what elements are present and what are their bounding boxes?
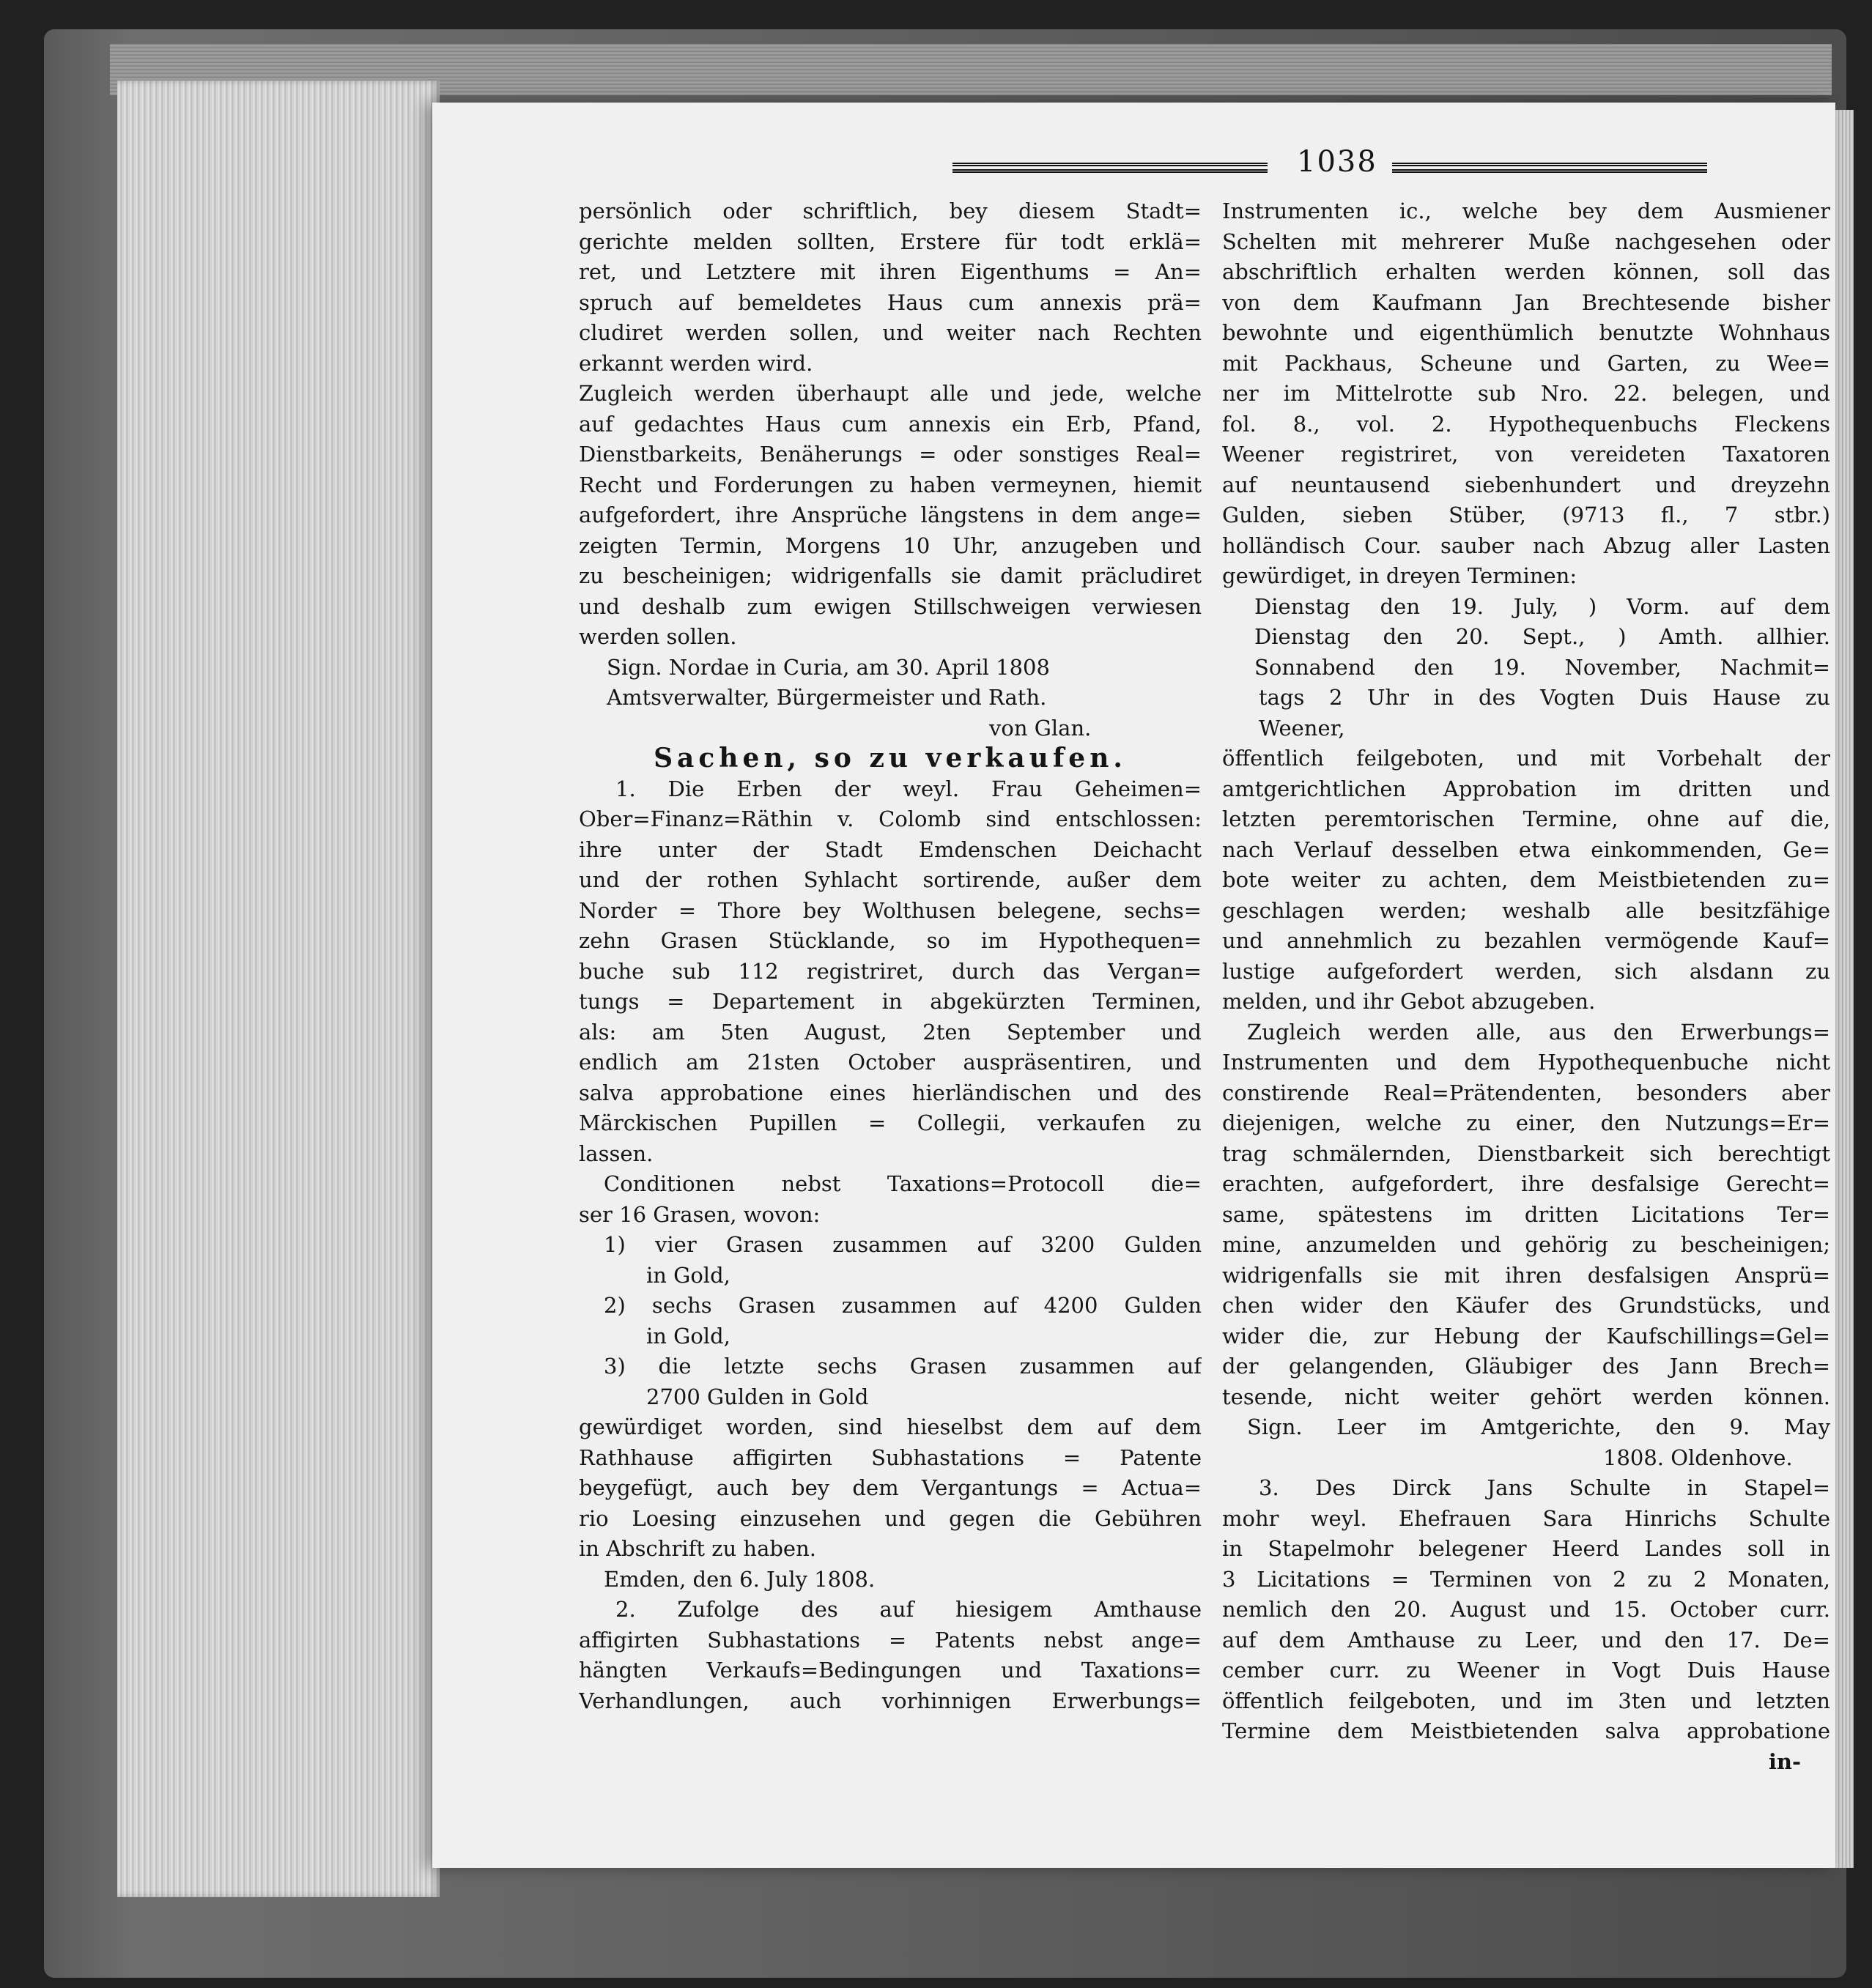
page-header <box>952 145 1817 189</box>
left-column-line: Emden, den 6. July 1808. <box>604 1566 876 1592</box>
right-column-line: widrigenfalls sie mit ihren desfalsigen Ansprü= <box>1222 1262 1830 1288</box>
right-column-line: tesende, nicht weiter gehört werden können. <box>1222 1384 1830 1409</box>
right-column-line: chen wider den Käufer des Grundstücks, und <box>1222 1293 1830 1318</box>
left-column-line: 3) die letzte sechs Grasen zusammen auf <box>604 1354 1202 1379</box>
left-column-line: lassen. <box>579 1140 654 1166</box>
right-column-line: Zugleich werden alle, aus den Erwerbungs= <box>1247 1019 1830 1045</box>
left-column-line: in Gold, <box>646 1262 730 1288</box>
page-number: 1038 <box>1297 145 1377 179</box>
left-column-line: affigirten Subhastations = Patents nebst ange= <box>579 1627 1202 1653</box>
right-column-line: Instrumenten und dem Hypothequenbuche nicht <box>1222 1050 1830 1075</box>
right-column-line: fol. 8., vol. 2. Hypothequenbuchs Fleckens <box>1222 411 1830 437</box>
right-column-line: lustige aufgefordert werden, sich alsdann zu <box>1222 958 1830 984</box>
left-column-line: Sign. Nordae in Curia, am 30. April 1808 <box>607 654 1050 680</box>
right-column-line: trag schmälernden, Dienstbarkeit sich berechtigt <box>1222 1140 1830 1166</box>
right-column-line: gewürdiget, in dreyen Terminen: <box>1222 563 1577 588</box>
left-column-line: zeigten Termin, Morgens 10 Uhr, anzugeben und <box>579 533 1202 558</box>
page-edges-left <box>117 81 440 1897</box>
left-column-line: Märckischen Pupillen = Collegii, verkaufen zu <box>579 1110 1202 1135</box>
right-column-line: constirende Real=Prätendenten, besonders aber <box>1222 1080 1830 1105</box>
right-column-line: auf neuntausend siebenhundert und dreyzehn <box>1222 472 1830 497</box>
right-column-line: auf dem Amthause zu Leer, und den 17. De= <box>1222 1627 1830 1653</box>
left-column-line: als: am 5ten August, 2ten September und <box>579 1019 1202 1045</box>
right-column-line: abschriftlich erhalten werden können, soll das <box>1222 259 1830 284</box>
left-column-line: ser 16 Grasen, wovon: <box>579 1201 821 1227</box>
right-column-line: holländisch Cour. sauber nach Abzug aller Lasten <box>1222 533 1830 558</box>
right-column <box>1222 196 1830 1777</box>
left-column-line: cludiret werden sollen, und weiter nach Rechten <box>579 320 1202 345</box>
right-column-line: Dienstag den 19. July, ) Vorm. auf dem <box>1254 593 1830 619</box>
right-column-line: wider die, zur Hebung der Kaufschillings=Gel= <box>1222 1323 1830 1349</box>
left-column-line: Dienstbarkeits, Benäherungs = oder sonstiges Real= <box>579 442 1202 467</box>
right-column-line: öffentlich feilgeboten, und im 3ten und letzten <box>1222 1688 1830 1713</box>
right-column-line: Schelten mit mehrerer Muße nachgesehen oder <box>1222 229 1830 254</box>
left-column-line: hängten Verkaufs=Bedingungen und Taxations= <box>579 1658 1202 1683</box>
right-column-line: Sonnabend den 19. November, Nachmit= <box>1254 654 1830 680</box>
right-column-line: tags 2 Uhr in des Vogten Duis Hause zu <box>1259 685 1830 710</box>
right-column-line: Termine dem Meistbietenden salva approbatione <box>1222 1718 1830 1743</box>
right-column-line: öffentlich feilgeboten, und mit Vorbehalt der <box>1222 746 1830 771</box>
left-column-line: von Glan. <box>989 715 1092 741</box>
left-column-line: werden sollen. <box>579 624 737 649</box>
right-column-line: Instrumenten ic., welche bey dem Ausmiener <box>1222 199 1830 223</box>
left-column-line: Rathhause affigirten Subhastations = Patente <box>579 1444 1202 1470</box>
left-column-line: beygefügt, auch bey dem Vergantungs = Actua= <box>579 1475 1202 1500</box>
left-column-line: erkannt werden wird. <box>579 350 813 376</box>
left-column-line: salva approbatione eines hierländischen und des <box>579 1080 1202 1105</box>
right-column-line: in Stapelmohr belegener Heerd Landes soll in <box>1222 1536 1830 1561</box>
left-column-line: persönlich oder schriftlich, bey diesem Stadt= <box>579 199 1202 223</box>
catchword: in- <box>1768 1748 1801 1774</box>
left-column-line: tungs = Departement in abgekürzten Terminen, <box>579 989 1202 1014</box>
right-column-line: Sign. Leer im Amtgerichte, den 9. May <box>1247 1414 1830 1439</box>
left-column-line: und der rothen Syhlacht sortirende, außer dem <box>579 867 1202 892</box>
left-column-line: Verhandlungen, auch vorhinnigen Erwerbungs= <box>579 1688 1202 1713</box>
printed-page <box>432 103 1835 1868</box>
right-column-line: geschlagen werden; weshalb alle besitzfähige <box>1222 897 1830 923</box>
right-column-line: Weener, <box>1259 715 1345 741</box>
right-column-line: 1808. Oldenhove. <box>1603 1444 1793 1470</box>
left-column-line: Zugleich werden überhaupt alle und jede, welche <box>579 381 1202 406</box>
left-column-line: endlich am 21sten October auspräsentiren, und <box>579 1050 1202 1075</box>
right-column-line: Weener registriret, von vereideten Taxatoren <box>1222 442 1830 467</box>
right-column-line: nemlich den 20. August und 15. October curr. <box>1222 1597 1830 1622</box>
right-column-line: mohr weyl. Ehefrauen Sara Hinrichs Schulte <box>1222 1505 1830 1531</box>
left-column <box>579 196 1202 1716</box>
left-column-line: Recht und Forderungen zu haben vermeynen, hiemit <box>579 472 1202 497</box>
right-column-line: Dienstag den 20. Sept., ) Amth. allhier. <box>1254 624 1830 649</box>
header-rule-left <box>952 163 1268 173</box>
right-column-line: bote weiter zu achten, dem Meistbietenden zu= <box>1222 867 1830 892</box>
left-column-line: buche sub 112 registriret, durch das Vergan= <box>579 958 1202 984</box>
right-column-line: erachten, aufgefordert, ihre desfalsige Gerecht= <box>1222 1171 1830 1196</box>
left-column-line: rio Loesing einzusehen und gegen die Gebühren <box>579 1505 1202 1531</box>
left-column-line: in Abschrift zu haben. <box>579 1536 816 1561</box>
left-column-line: gerichte melden sollten, Erstere für todt erklä= <box>579 229 1202 254</box>
left-column-line: in Gold, <box>646 1323 730 1349</box>
left-column-line: zu bescheinigen; widrigenfalls sie damit präcludiret <box>579 563 1202 588</box>
left-column-line: gewürdiget worden, sind hieselbst dem auf dem <box>579 1414 1202 1439</box>
left-column-line: Ober=Finanz=Räthin v. Colomb sind entschlossen: <box>579 806 1202 831</box>
left-column-line: spruch auf bemeldetes Haus cum annexis prä= <box>579 289 1202 315</box>
right-column-line: mine, anzumelden und gehörig zu bescheinigen; <box>1222 1232 1830 1257</box>
right-column-line: cember curr. zu Weener in Vogt Duis Hause <box>1222 1658 1830 1683</box>
right-column-line: melden, und ihr Gebot abzugeben. <box>1222 989 1596 1014</box>
right-column-line: bewohnte und eigenthümlich benutzte Wohnhaus <box>1222 320 1830 345</box>
left-column-line: 1) vier Grasen zusammen auf 3200 Gulden <box>604 1232 1202 1257</box>
right-column-line: von dem Kaufmann Jan Brechtesende bisher <box>1222 289 1830 315</box>
left-column-line: ret, und Letztere mit ihren Eigenthums = An= <box>579 259 1202 284</box>
left-column-line: auf gedachtes Haus cum annexis ein Erb, Pfand, <box>579 411 1202 437</box>
left-column-line: 2) sechs Grasen zusammen auf 4200 Gulden <box>604 1293 1202 1318</box>
left-column-line: 1. Die Erben der weyl. Frau Geheimen= <box>615 776 1202 801</box>
section-heading: Sachen, so zu verkaufen. <box>654 743 1127 774</box>
right-column-line: 3 Licitations = Terminen von 2 zu 2 Monaten, <box>1222 1566 1830 1592</box>
left-column-line: Norder = Thore bey Wolthusen belegene, sechs= <box>579 897 1202 923</box>
left-column-line: 2700 Gulden in Gold <box>646 1384 869 1409</box>
right-column-line: 3. Des Dirck Jans Schulte in Stapel= <box>1259 1475 1830 1500</box>
left-column-line: Conditionen nebst Taxations=Protocoll die= <box>604 1171 1202 1196</box>
right-column-line: same, spätestens im dritten Licitations Ter= <box>1222 1201 1830 1227</box>
right-column-line: amtgerichtlichen Approbation im dritten und <box>1222 776 1830 801</box>
header-rule-right <box>1392 163 1707 173</box>
right-column-line: letzten peremtorischen Termine, ohne auf die, <box>1222 806 1830 831</box>
right-column-line: der gelangenden, Gläubiger des Jann Brech= <box>1222 1354 1830 1379</box>
left-column-line: zehn Grasen Stücklande, so im Hypothequen= <box>579 928 1202 953</box>
left-column-line: und deshalb zum ewigen Stillschweigen verwiesen <box>579 593 1202 619</box>
right-column-line: und annehmlich zu bezahlen vermögende Kauf= <box>1222 928 1830 953</box>
left-column-line: ihre unter der Stadt Emdenschen Deichacht <box>579 837 1202 862</box>
left-column-line: 2. Zufolge des auf hiesigem Amthause <box>615 1597 1202 1622</box>
right-column-line: ner im Mittelrotte sub Nro. 22. belegen, und <box>1222 381 1830 406</box>
right-column-line: diejenigen, welche zu einer, den Nutzungs=Er= <box>1222 1110 1830 1135</box>
right-column-line: mit Packhaus, Scheune und Garten, zu Wee= <box>1222 350 1830 376</box>
right-column-line: nach Verlauf desselben etwa einkommenden, Ge= <box>1222 837 1830 862</box>
left-column-line: Amtsverwalter, Bürgermeister und Rath. <box>607 685 1047 710</box>
left-column-line: aufgefordert, ihre Ansprüche längstens in dem ange= <box>579 502 1202 527</box>
right-column-line: Gulden, sieben Stüber, (9713 fl., 7 stbr.) <box>1222 502 1830 527</box>
